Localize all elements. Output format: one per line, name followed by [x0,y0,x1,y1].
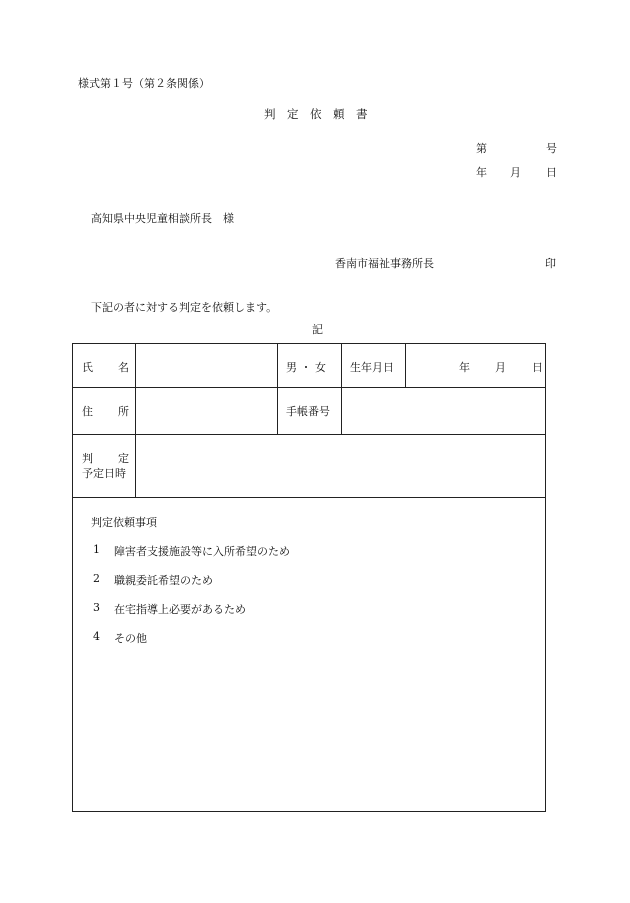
intro-text: 下記の者に対する判定を依頼します。 [91,301,278,314]
row-divider [73,387,545,388]
request-item-text: 職親委託希望のため [114,574,213,587]
addressee: 高知県中央児童相談所長 様 [91,212,234,225]
address-label-second: 所 [118,405,129,418]
request-item-number: 2 [93,572,100,585]
request-item-number: 1 [93,543,100,556]
birth-month-label: 月 [495,361,506,374]
birth-year-label: 年 [459,361,470,374]
request-item-text: 在宅指導上必要があるため [114,603,246,616]
ki-heading: 記 [312,323,323,336]
handbook-number-label: 手帳番号 [286,405,330,418]
request-item-text: その他 [114,632,147,645]
document-title: 判 定 依 頼 書 [264,107,368,121]
sender-name: 香南市福祉事務所長 [335,257,434,270]
schedule-label-second: 予定日時 [82,467,126,480]
address-label-first: 住 [82,405,93,418]
number-suffix: 号 [546,142,557,155]
schedule-label-first-b: 定 [118,452,129,465]
date-month: 月 [510,166,521,179]
date-day: 日 [546,166,557,179]
number-label: 第 [476,142,487,155]
date-year: 年 [476,166,487,179]
gender-choice: 男 ・ 女 [286,361,326,374]
name-label-first: 氏 [82,361,93,374]
column-divider [135,344,136,497]
row-divider [73,434,545,435]
birth-date-label: 生年月日 [350,361,394,374]
name-label-second: 名 [118,361,129,374]
column-divider [277,344,278,434]
column-divider [341,344,342,434]
request-item-number: 3 [93,601,100,614]
request-items-heading: 判定依頼事項 [91,516,157,529]
schedule-label-first-a: 判 [82,452,93,465]
request-item-text: 障害者支援施設等に入所希望のため [114,545,290,558]
seal-mark: 印 [545,257,556,270]
form-number: 様式第１号（第２条関係） [78,77,210,90]
row-divider [73,497,545,498]
column-divider [405,344,406,387]
request-form-table [72,343,546,812]
birth-day-label: 日 [532,361,543,374]
request-item-number: 4 [93,630,100,643]
